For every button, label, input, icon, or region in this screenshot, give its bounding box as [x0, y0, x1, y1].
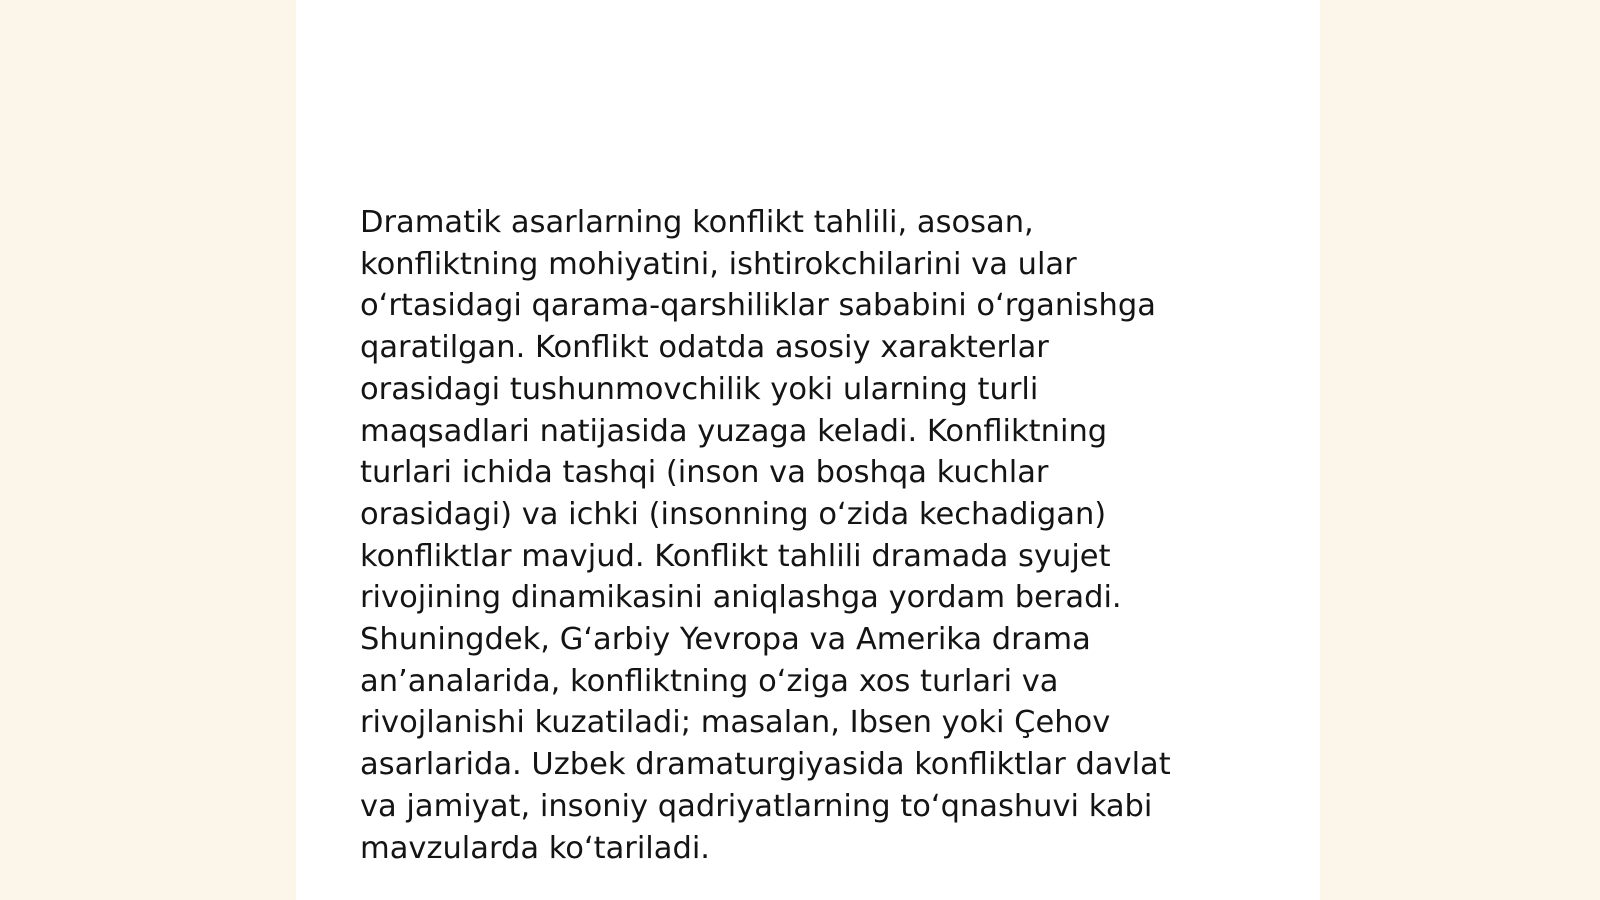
body-paragraph: Dramatik asarlarning konflikt tahlili, asosan, konfliktning mohiyatini, ishtirokchilarini va ular o‘rtasidagi qarama-qarshiliklar sababini o‘rganishga qaratilgan. Konflikt odatda asosiy xarakterlar orasidagi tushunmovchilik yoki ularning turli maqsadlari natijasida yuzaga keladi. Konfliktning turlari ichida tashqi (inson va boshqa kuchlar orasidagi) va ichki (insonning o‘zida kechadigan) konfliktlar mavjud. Konflikt tahlili dramada syujet rivojining dinamikasini aniqlashga yordam beradi. Shuningdek, G‘arbiy Yevropa va Amerika drama an’analarida, konfliktning o‘ziga xos turlari va rivojlanishi kuzatiladi; masalan, Ibsen yoki Çehov asarlarida. Uzbek dramaturgiyasida konfliktlar davlat va jamiyat, insoniy qadriyatlarning to‘qnashuvi kabi mavzularda ko‘tariladi. — [360, 205, 1171, 866]
document-page — [296, 0, 1320, 900]
